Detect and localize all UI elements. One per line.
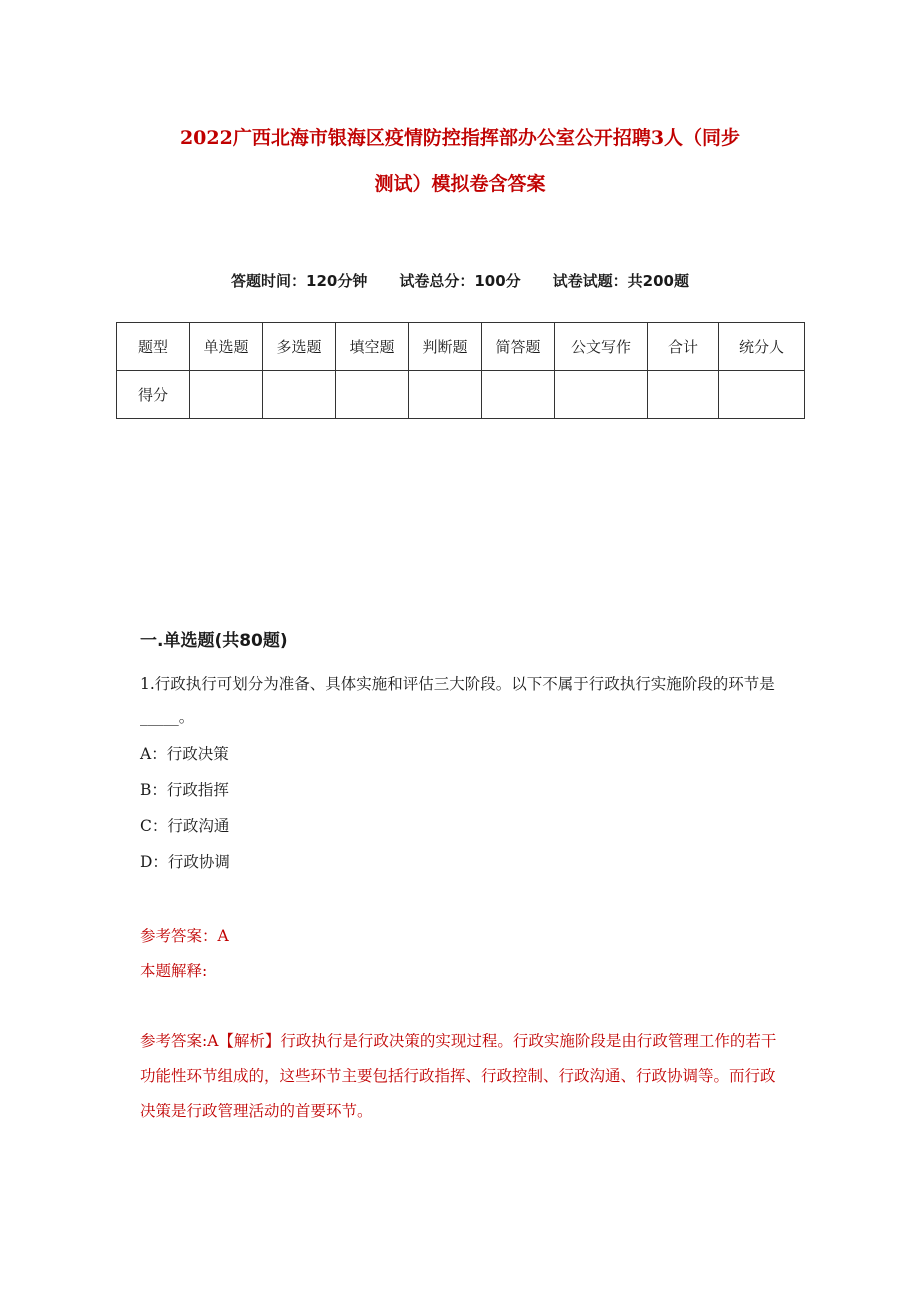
score-cell — [336, 371, 409, 419]
score-cell — [719, 371, 805, 419]
explanation-label: 本题解释: — [140, 962, 208, 980]
header-cell: 多选题 — [263, 323, 336, 371]
score-cell — [190, 371, 263, 419]
score-cell — [409, 371, 482, 419]
score-cell — [648, 371, 719, 419]
score-table-score-row — [117, 371, 805, 419]
header-cell: 判断题 — [409, 323, 482, 371]
answer-key: 参考答案：A — [140, 927, 229, 945]
option-c: C：行政沟通 — [140, 817, 230, 835]
header-cell: 题型 — [117, 323, 190, 371]
score-cell — [482, 371, 555, 419]
explanation-text: 参考答案:A【解析】行政执行是行政决策的实现过程。行政实施阶段是由行政管理工作的若干功能性环节组成的，这些环节主要包括行政指挥、行政控制、行政沟通、行政协调等。而行政决策是行政管理活动的首要环节。 — [140, 1032, 777, 1120]
score-table — [116, 322, 805, 419]
option-d: D：行政协调 — [140, 853, 230, 871]
exam-info — [0, 270, 920, 291]
exam-time: 答题时间：120分钟 — [231, 272, 368, 290]
header-cell: 填空题 — [336, 323, 409, 371]
score-cell — [263, 371, 336, 419]
total-questions: 试卷试题：共200题 — [552, 272, 689, 290]
header-cell: 合计 — [648, 323, 719, 371]
score-table-header-row — [117, 323, 805, 371]
header-cell: 统分人 — [719, 323, 805, 371]
header-cell: 公文写作 — [555, 323, 648, 371]
score-cell — [555, 371, 648, 419]
option-a: A：行政决策 — [140, 745, 229, 763]
score-row-label: 得分 — [117, 371, 190, 419]
document-title-line-2: 测试）模拟卷含答案 — [374, 173, 546, 195]
header-cell: 单选题 — [190, 323, 263, 371]
question-text: 1.行政执行可划分为准备、具体实施和评估三大阶段。以下不属于行政执行实施阶段的环节是_____。 — [140, 675, 775, 726]
section-title: 一.单选题(共80题) — [140, 631, 288, 651]
option-b: B：行政指挥 — [140, 781, 229, 799]
document-title-line-1: 2022广西北海市银海区疫情防控指挥部办公室公开招聘3人（同步 — [179, 127, 741, 149]
total-score: 试卷总分：100分 — [399, 272, 521, 290]
header-cell: 简答题 — [482, 323, 555, 371]
